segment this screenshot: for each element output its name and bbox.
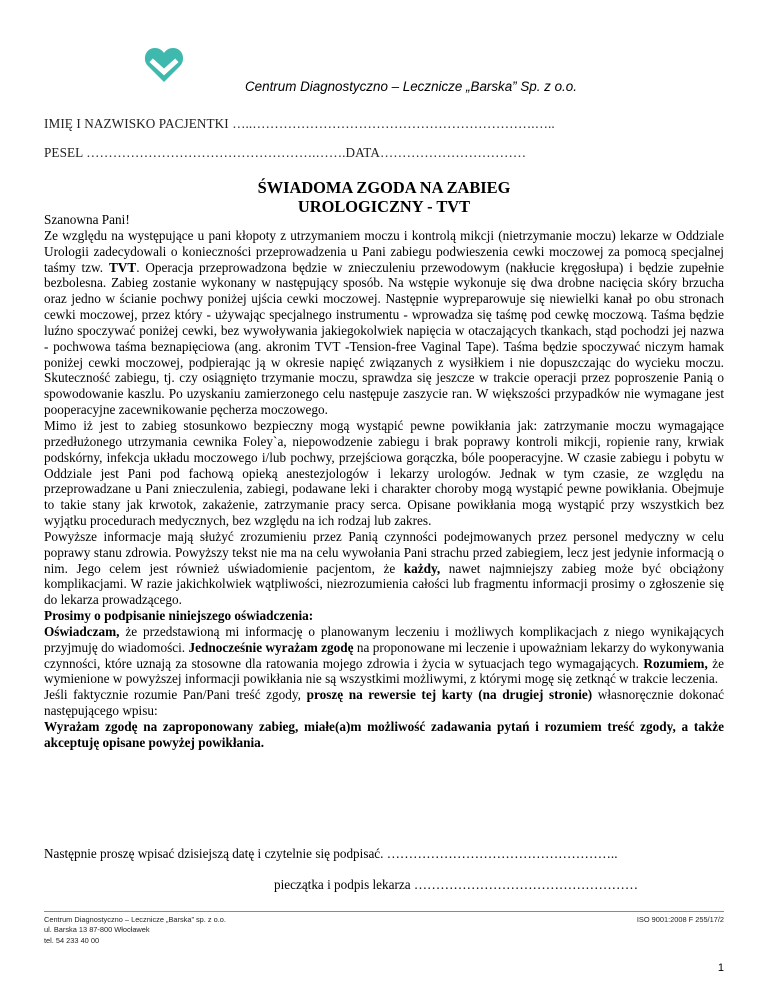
paragraph-instruction: Jeśli faktycznie rozumie Pan/Pani treść zgody, proszę na rewersie tej karty (na drugiej stronie) własnoręcznie dokonać następującego wpisu: <box>44 687 724 719</box>
date-signature-line: Następnie proszę wpisać dzisiejszą datę i czytelnie się podpisać. …………………………………………….. <box>44 846 618 861</box>
company-header: Centrum Diagnostyczno – Lecznicze „Barska” Sp. z o.o. <box>245 79 577 94</box>
greeting: Szanowna Pani! <box>44 212 130 227</box>
paragraph-procedure: Ze względu na występujące u pani kłopoty z utrzymaniem moczu i kontrolą mikcji (nietrzymanie moczu) lekarze w Oddziale Urologii zadecydowali o konieczności przeprowadzenia u Pani zabiegu podwieszenia cewki moczowej za pomocą specjalnej taśmy tzw. TVT. Operacja przeprowadzona będzie w znieczuleniu przewodowym (nakłucie kręgosłupa) i będzie zupełnie bezbolesna. Zabieg zostanie wykonany w następujący sposób. Na wstępie wykonuje się dwa drobne nacięcia skóry brzucha oraz jedno w ścianie pochwy poniżej ujścia cewki moczowej. Następnie wypreparowuje się niewielki kanał po obu stronach cewki moczowej, przez który - używając specjalnego instrumentu - wprowadza się taśmę pod cewkę moczową. Taśma będzie luźno spoczywać poniżej cewki, bez wywoływania jakiegokolwiek napięcia w otaczających tkankach, stąd pochodzi jej nazwa - pochwowa taśma beznapięciowa (ang. akronim TVT -Tension-free Vaginal Tape). Taśma będzie spoczywać niczym hamak poniżej cewki moczowej, podpierając ją w okresie napięć związanych z wysiłkiem i nie dopuszczając do wycieku moczu. Skuteczność zabiegu, tj. czy osiągnięto trzymanie moczu, sprawdza się jeszcze w trakcie operacji przez poproszenie Panią o spowodowanie kaszlu. Po uzyskaniu zamierzonego celu następuje zaszycie ran. W większości przypadków nie wymagane jest pooperacyjne zacewnikowanie pęcherza moczowego. <box>44 227 724 418</box>
consent-body <box>44 212 724 751</box>
footer-address <box>44 915 226 946</box>
pesel-date-field: PESEL …………………………………………….…….DATA…………………………… <box>44 145 527 160</box>
document-title: ŚWIADOMA ZGODA NA ZABIEG <box>257 178 511 197</box>
footer-street: ul. Barska 13 87-800 Włocławek <box>44 925 150 935</box>
consent-statement: Wyrażam zgodę na zaproponowany zabieg, miałe(a)m możliwość zadawania pytań i rozumiem treść zgody, a także akceptuję opisane powyżej powikłania. <box>44 719 724 750</box>
footer-company: Centrum Diagnostyczno – Lecznicze „Barska” sp. z o.o. <box>44 915 226 924</box>
heart-logo-icon <box>140 40 188 88</box>
document-subtitle: UROLOGICZNY - TVT <box>297 197 471 216</box>
paragraph-declaration: Oświadczam, że przedstawioną mi informację o planowanym leczeniu i możliwych komplikacjach z niego wynikających przyjmuję do wiadomości. Jednocześnie wyrażam zgodę na proponowane mi leczenie i upoważniam lekarzy do wykonywania czynności, które uznają za stosowne dla ratowania mojego zdrowia i życia w sytuacjach tego wymagających. Rozumiem, że wymienione w powyższej informacji powikłania nie są wszystkimi możliwymi, z którymi mogę się zetknąć w trakcie leczenia. <box>44 623 725 687</box>
page-number: 1 <box>717 962 724 974</box>
patient-name-field: IMIĘ I NAZWISKO PACJENTKI …..……………………………………………………….….. <box>44 116 555 131</box>
statement-heading: Prosimy o podpisanie niniejszego oświadczenia: <box>44 608 314 624</box>
footer-phone: tel. 54 233 40 00 <box>44 935 100 945</box>
doctor-stamp-line: pieczątka i podpis lekarza …………………………………………… <box>274 877 639 892</box>
footer-iso: ISO 9001:2008 F 255/17/2 <box>636 915 724 924</box>
footer-divider <box>44 911 724 912</box>
paragraph-complications: Mimo iż jest to zabieg stosunkowo bezpieczny mogą wystąpić pewne powikłania jak: zatrzymanie moczu wymagające przedłużonego utrzymania cewnika Foley`a, niepowodzenie zabiegu i brak poprawy kontroli mikcji, ropienie rany, krwiak podskórny, infekcja układu moczowego i/lub pochwy, przejściowa gorączka, bóle pooperacyjne. W czasie zabiegu i pobytu w Oddziale jest Pani pod fachową opieką anestezjologów i lekarzy urologów. Jednak w tym czasie, ze względu na przeprowadzane u Pani znieczulenia, zabiegi, podawane leki i charakter choroby mogą wystąpić pewne powikłania. Obejmuje to takie stany jak krwotok, zakażenie, zatrzymanie pracy serca. Opisane powikłania mogą wystąpić przy wszystkich bez wyjątku procedurach medycznych, bez względu na ich rodzaj lub zakres. <box>44 417 724 529</box>
paragraph-information: Powyższe informacje mają służyć zrozumieniu przez Panią czynności podejmowanych przez personel medyczny w celu poprawy stanu zdrowia. Powyższy tekst nie ma na celu wywołania Pani strachu przed zabiegiem, lecz jest jedynie informacją o nim. Jego celem jest również uświadomienie pacjentom, że każdy, nawet najmniejszy zabieg może być obciążony komplikacjami. W razie jakichkolwiek wątpliwości, niezrozumienia całości lub fragmentu informacji prosimy o zgłoszenie się do lekarza prowadzącego. <box>44 528 724 608</box>
